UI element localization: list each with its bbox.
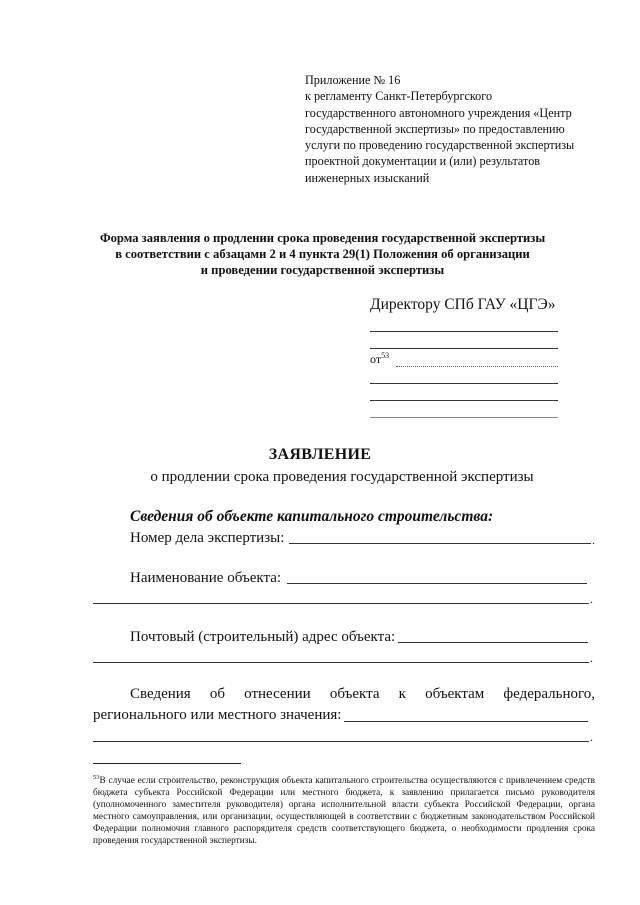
word: федерального, — [503, 686, 596, 702]
significance-field-continued[interactable] — [93, 741, 589, 742]
object-name-field-continued[interactable] — [93, 603, 589, 604]
appendix-line: к регламенту Санкт-Петербургского — [305, 89, 493, 104]
address-label: Почтовый (строительный) адрес объекта: — [130, 629, 396, 645]
word: об — [209, 686, 225, 702]
period: . — [590, 592, 593, 606]
from-label: от — [370, 352, 382, 366]
appendix-note — [305, 72, 605, 186]
statement-subtitle: о продлении срока проведения государственной экспертизы — [150, 469, 534, 485]
footnote-ref: 53 — [381, 351, 390, 360]
appendix-line: услуги по проведению государственной экспертизы — [305, 138, 575, 153]
statement-title: ЗАЯВЛЕНИЕ — [268, 446, 372, 463]
object-name-label: Наименование объекта: — [130, 570, 282, 586]
addressee-line[interactable] — [370, 348, 558, 349]
form-title-line: и проведении государственной экспертизы — [200, 263, 445, 277]
addressee-line[interactable] — [370, 400, 558, 401]
form-title-line: в соответствии с абзацами 2 и 4 пункта 29(1) Положения об организации — [115, 247, 530, 261]
case-number-field[interactable] — [289, 543, 591, 544]
significance-field[interactable] — [344, 721, 588, 722]
addressee-director: Директору СПб ГАУ «ЦГЭ» — [370, 296, 556, 313]
object-section-title: Сведения об объекте капитального строительства: — [130, 508, 494, 525]
significance-label: регионального или местного значения: — [93, 707, 342, 723]
word: к — [398, 686, 406, 702]
addressee-line[interactable] — [370, 331, 558, 332]
object-name-field[interactable] — [287, 583, 587, 584]
period: . — [592, 533, 595, 547]
case-number-label: Номер дела экспертизы: — [130, 530, 285, 546]
addressee-line[interactable] — [370, 417, 558, 418]
appendix-line: инженерных изысканий — [305, 170, 430, 185]
footnote-separator — [93, 763, 241, 764]
addressee-line[interactable] — [370, 383, 558, 384]
word: объекта — [329, 686, 380, 702]
appendix-line: Приложение № 16 — [305, 73, 401, 87]
from-field[interactable] — [396, 366, 558, 367]
word: объектам — [425, 686, 485, 702]
footnote-number: 53 — [93, 774, 100, 781]
address-field[interactable] — [398, 642, 588, 643]
appendix-line: проектной документации и (или) результатов — [305, 154, 541, 169]
word: отнесении — [244, 686, 311, 702]
period: . — [590, 730, 593, 744]
appendix-line: государственного автономного учреждения «Центр — [305, 105, 572, 120]
period: . — [590, 651, 593, 665]
form-title-line: Форма заявления о продлении срока проведения государственной экспертизы — [99, 231, 546, 245]
footnote — [93, 772, 595, 848]
address-field-continued[interactable] — [93, 662, 589, 663]
significance-line-1 — [93, 686, 595, 703]
footnote-text: В случае если строительство, реконструкция объекта капитального строительства осуществляются с привлечением средств бюджета субъекта Российской Федерации или местного бюджета, к заявлению прилагается письмо руководителя (уполномоченного заместителя руководителя) органа исполнительной власти субъекта Российской Федерации, органа местного самоуправления, или организации, осуществляющей в соответствии с бюджетным законодательством Российской Федерации полномочия главного распорядителя средств соответствующего бюджета, о необходимости продления срока проведения государственной экспертизы. — [93, 776, 595, 846]
from-label-wrap — [370, 351, 389, 367]
appendix-line: государственной экспертизы» по предоставлению — [305, 121, 565, 136]
form-title — [95, 230, 550, 278]
word: Сведения — [130, 686, 191, 702]
